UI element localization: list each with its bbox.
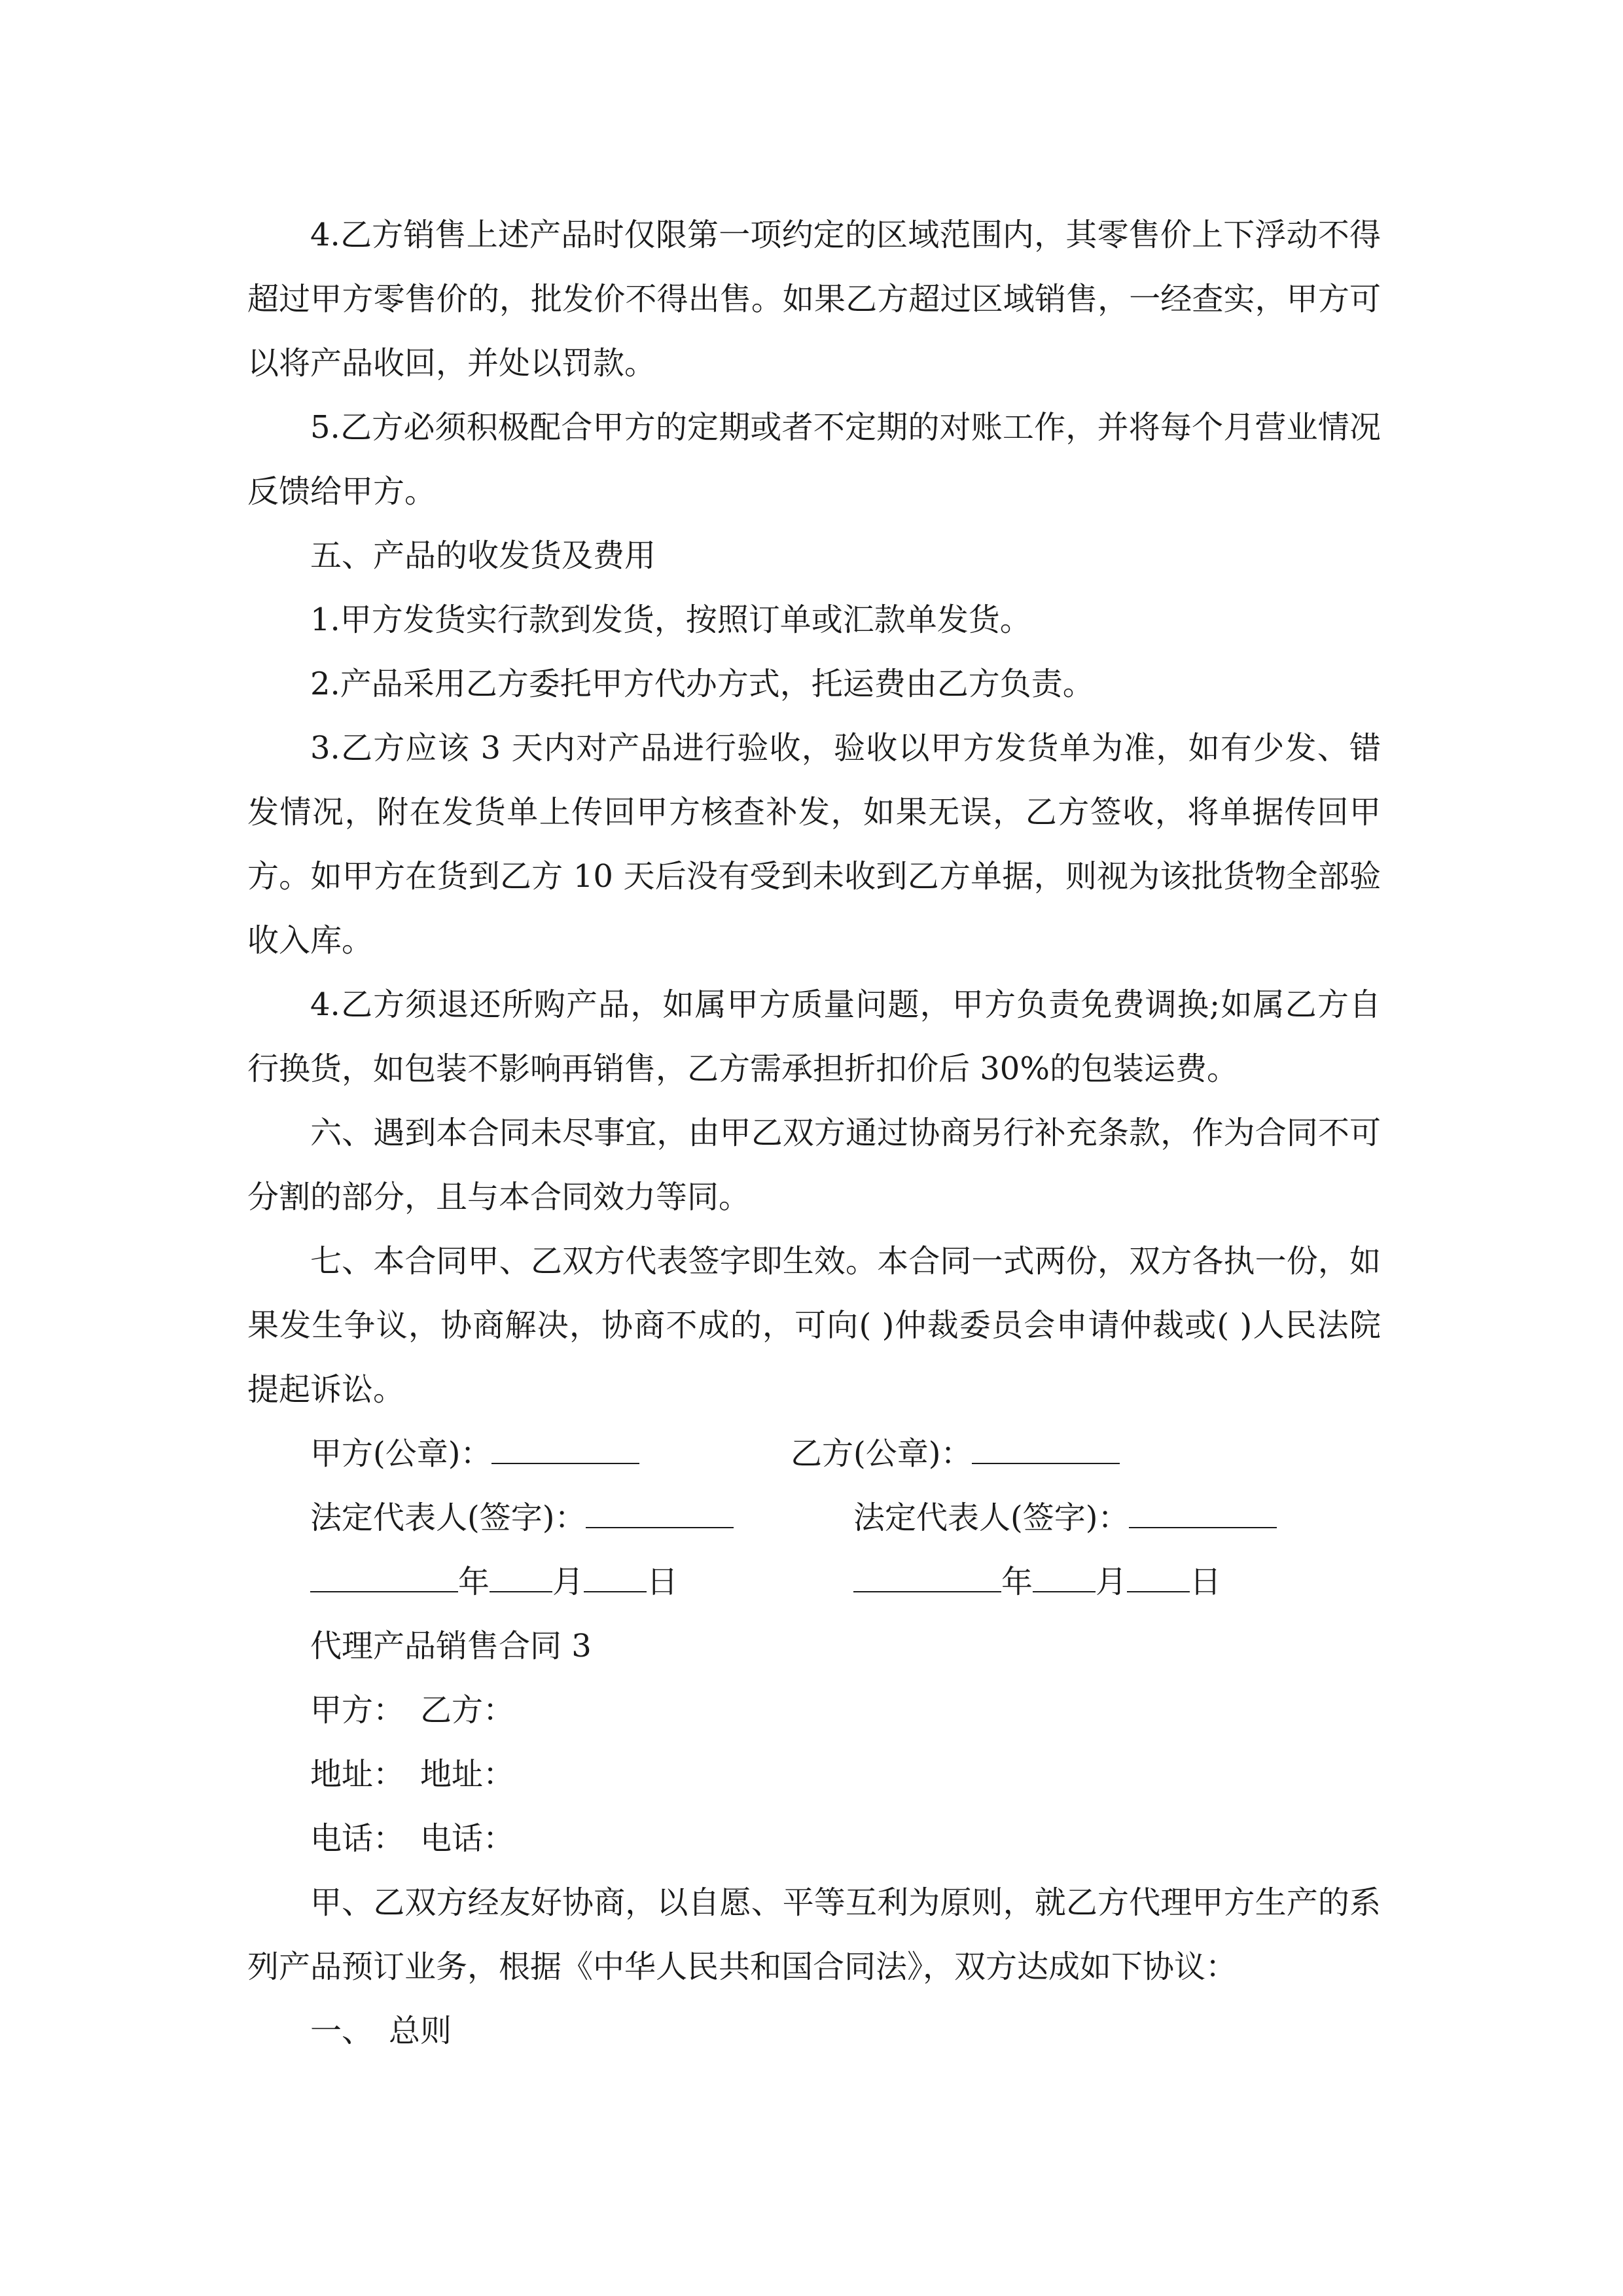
signature-row-seal [247,1422,1381,1486]
date-b-day-label: 日 [1190,1564,1222,1600]
contract3-phone-line: 电话： 电话： [310,1820,515,1857]
date-a-year-label: 年 [458,1564,490,1600]
rep-a-blank [586,1488,734,1528]
date-b-day-blank [1127,1552,1190,1592]
paragraph-clause-4-sales-region: 4.乙方销售上述产品时仅限第一项约定的区域范围内，其零售价上下浮动不得超过甲方零售价的，批发价不得出售。如果乙方超过区域销售，一经查实，甲方可以将产品收回，并处以罚款。 [247,217,1381,382]
date-b-year-label: 年 [1001,1564,1033,1600]
section-heading-five: 五、产品的收发货及费用 [310,537,656,574]
paragraph-shipping-3: 3.乙方应该 3 天内对产品进行验收，验收以甲方发货单为准，如有少发、错发情况，附在发货单上传回甲方核查补发，如果无误，乙方签收，将单据传回甲方。如甲方在货到乙方 10 天后没有受到未收到乙方单据，则视为该批货物全部验收入库。 [247,730,1381,959]
contract3-section-general: 一、 总则 [310,2013,452,2049]
rep-b-blank [1129,1488,1277,1528]
party-a-seal-text: 甲方(公章)： [310,1435,492,1472]
paragraph-clause-5-reconciliation: 5.乙方必须积极配合甲方的定期或者不定期的对账工作，并将每个月营业情况反馈给甲方。 [247,409,1381,510]
date-b-month-blank [1033,1552,1096,1592]
contract3-title: 代理产品销售合同 3 [310,1628,592,1664]
signature-row-representative [247,1486,1381,1550]
paragraph-shipping-1: 1.甲方发货实行款到发货，按照订单或汇款单发货。 [310,601,1031,638]
date-a-year-blank [310,1552,458,1592]
party-a-seal-blank [491,1424,639,1464]
section-heading-seven: 七、本合同甲、乙双方代表签字即生效。本合同一式两份，双方各执一份，如果发生争议，协商解决，协商不成的，可向( )仲裁委员会申请仲裁或( )人民法院提起诉讼。 [247,1243,1381,1408]
paragraph-shipping-2: 2.产品采用乙方委托甲方代办方式，托运费由乙方负责。 [310,666,1094,702]
contract3-intro: 甲、乙双方经友好协商，以自愿、平等互利为原则，就乙方代理甲方生产的系列产品预订业务，根据《中华人民共和国合同法》，双方达成如下协议： [247,1884,1381,1985]
contract3-party-line: 甲方： 乙方： [310,1692,515,1729]
party-b-seal-label [791,1422,1120,1486]
date-a-month-blank [490,1552,552,1592]
rep-b-label [853,1486,1277,1550]
party-b-seal-blank [972,1424,1120,1464]
date-b [853,1550,1221,1614]
document-body [247,203,1381,2063]
paragraph-shipping-4: 4.乙方须退还所购产品，如属甲方质量问题，甲方负责免费调换;如属乙方自行换货，如包装不影响再销售，乙方需承担折扣价后 30%的包装运费。 [247,986,1381,1087]
date-a [310,1550,678,1614]
party-b-seal-text: 乙方(公章)： [791,1435,972,1472]
date-b-month-label: 月 [1096,1564,1128,1600]
rep-a-label [310,1486,734,1550]
date-b-year-blank [853,1552,1001,1592]
signature-row-date [247,1550,1381,1614]
rep-a-text: 法定代表人(签字)： [310,1499,586,1536]
contract3-address-line: 地址： 地址： [310,1756,515,1793]
date-a-day-label: 日 [647,1564,679,1600]
date-a-month-label: 月 [552,1564,584,1600]
party-a-seal-label [310,1422,639,1486]
date-a-day-blank [584,1552,647,1592]
rep-b-text: 法定代表人(签字)： [853,1499,1130,1536]
section-heading-six: 六、遇到本合同未尽事宜，由甲乙双方通过协商另行补充条款，作为合同不可分割的部分，且与本合同效力等同。 [247,1115,1381,1215]
